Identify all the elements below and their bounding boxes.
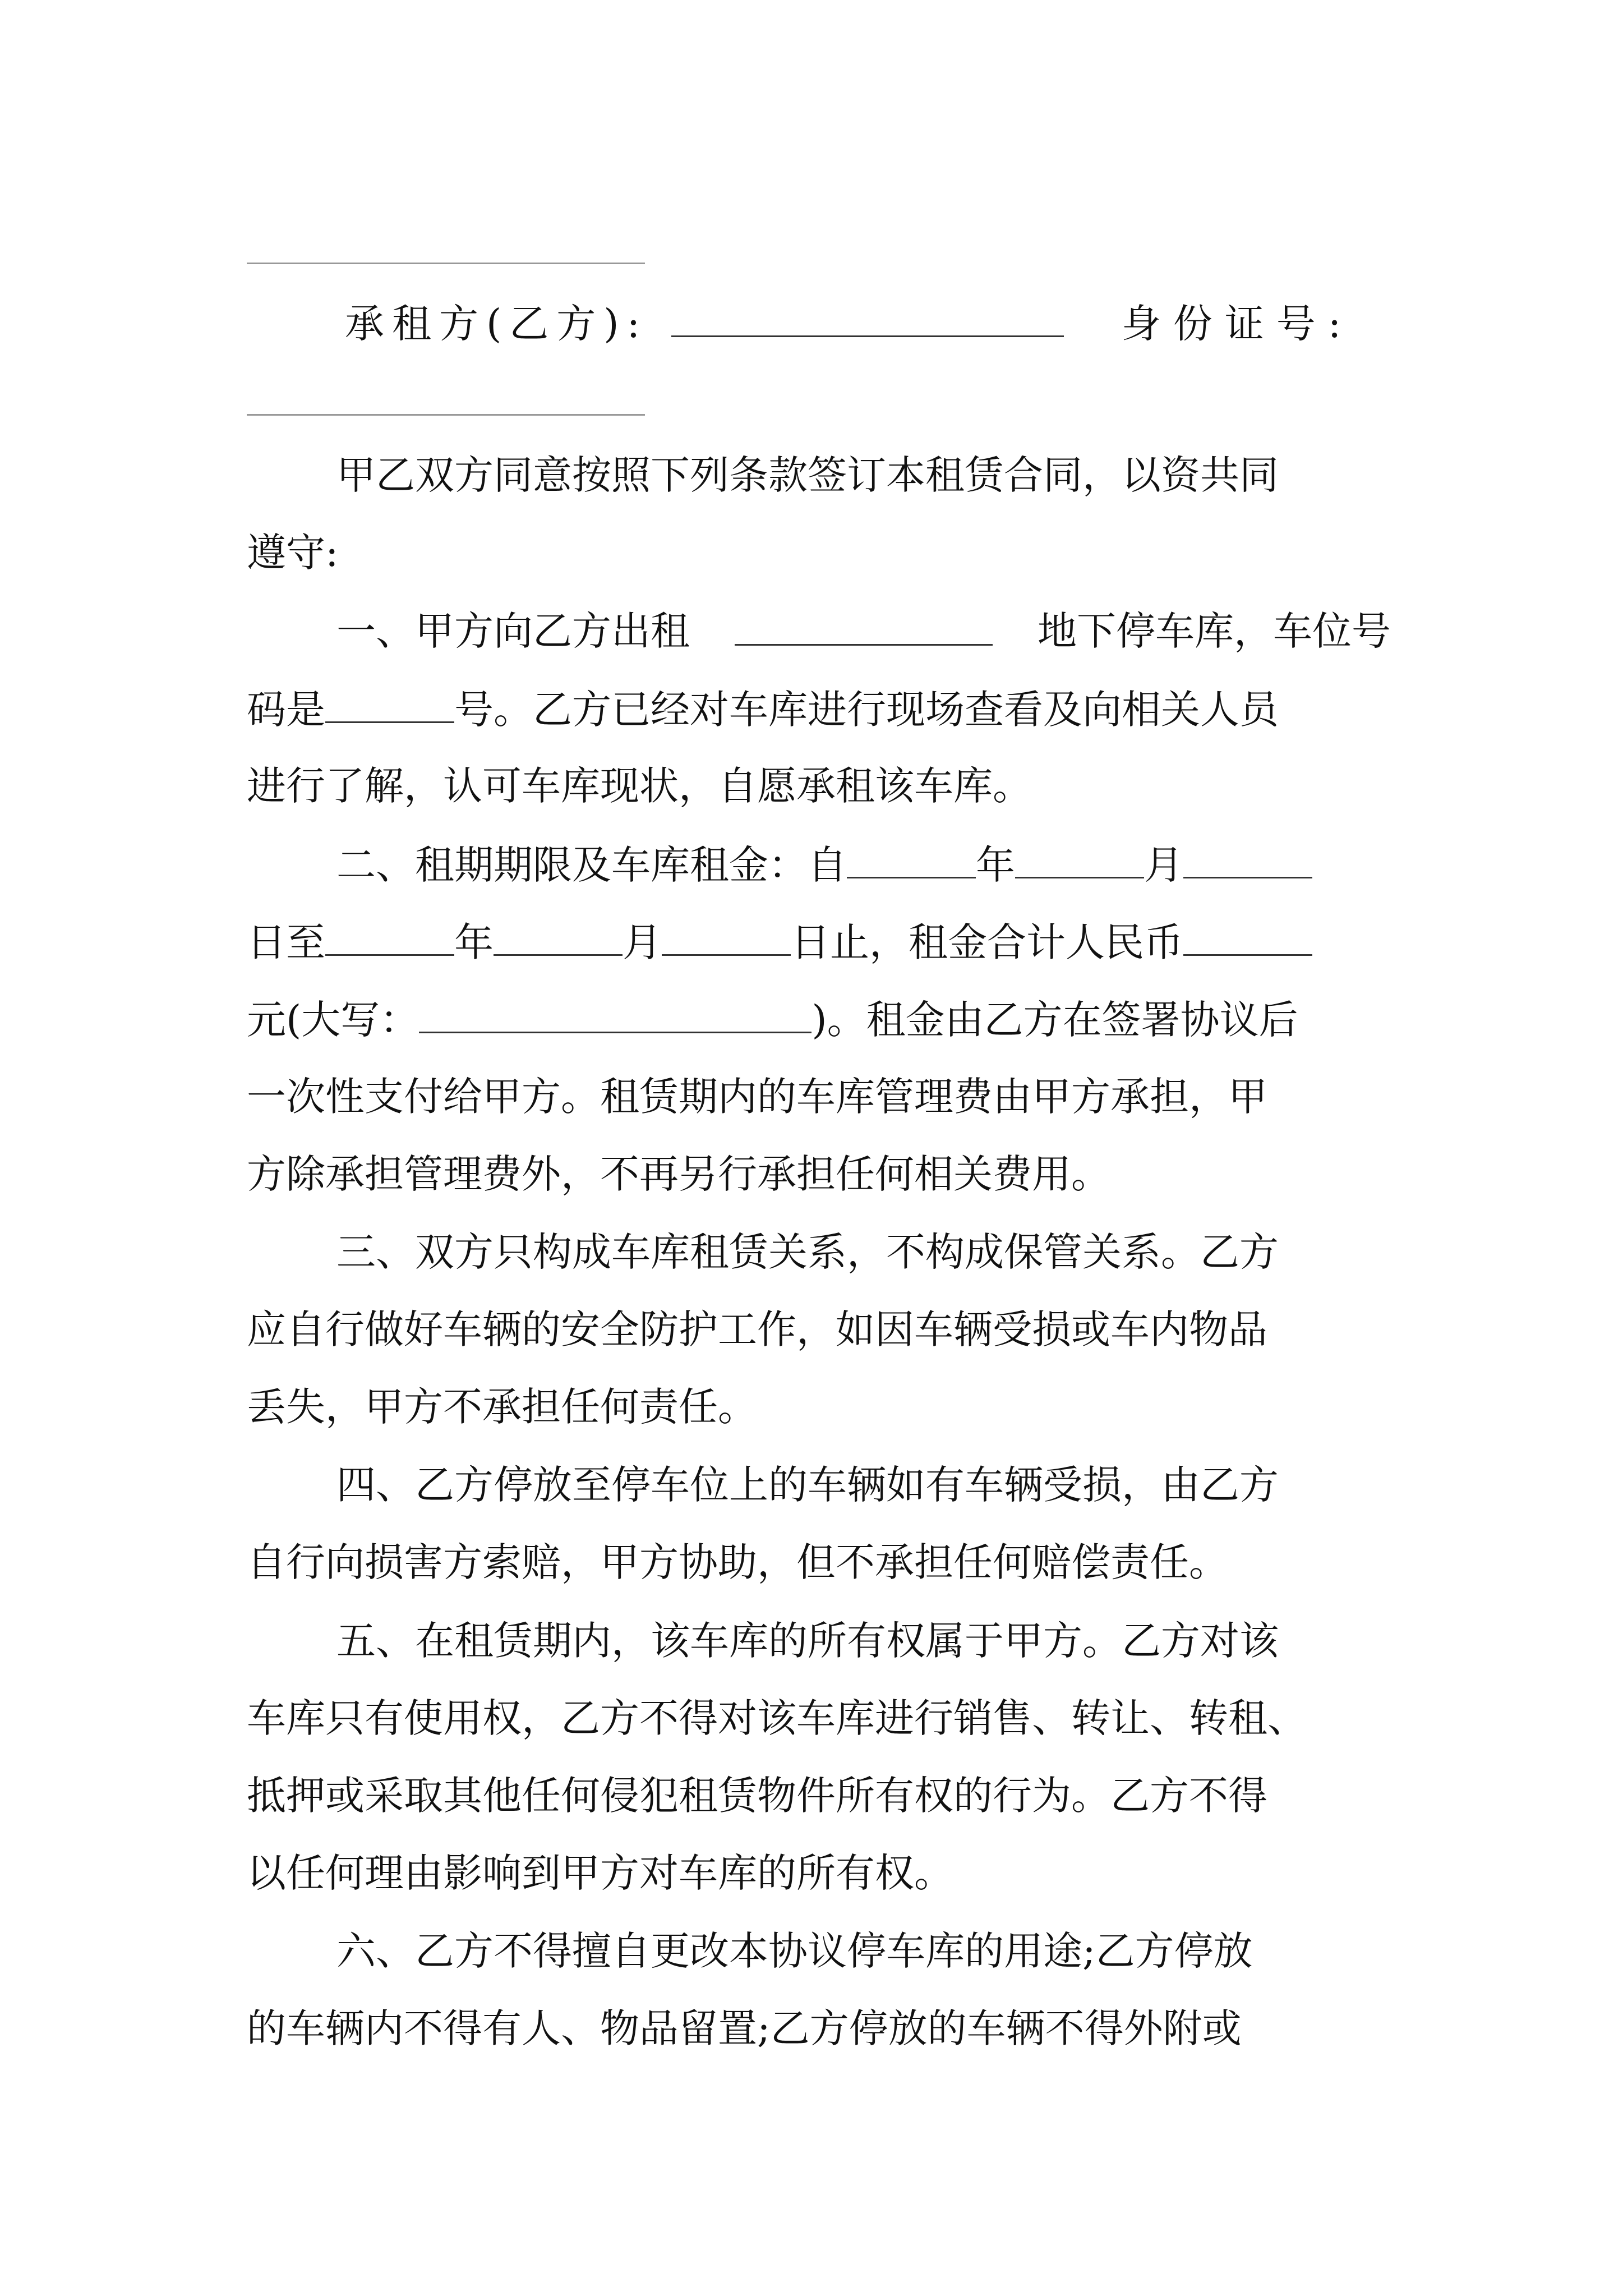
end-month-label: 月 — [623, 919, 662, 965]
clause2-line-1 — [336, 842, 1391, 888]
clause2-line-4: 一次性支付给甲方。租赁期内的车库管理费由甲方承担，甲 — [247, 1074, 1267, 1120]
signature-rule-bottom — [247, 414, 645, 416]
clause5-line-4: 以任何理由影响到甲方对车库的所有权。 — [247, 1850, 953, 1896]
start-year-blank[interactable] — [847, 844, 976, 878]
clause6-line-1: 六、乙方不得擅自更改本协议停车库的用途;乙方停放 — [336, 1928, 1253, 1974]
clause4-line-1: 四、乙方停放至停车位上的车辆如有车辆受损，由乙方 — [336, 1462, 1279, 1508]
end-year-blank[interactable] — [325, 922, 454, 956]
clause1-text-c: 码是 — [247, 687, 325, 733]
clause2-text-b: 日至 — [247, 919, 325, 965]
clause4-line-2: 自行向损害方索赔，甲方协助，但不承担任何赔偿责任。 — [247, 1539, 1228, 1585]
clause1-line-1 — [336, 608, 1391, 654]
clause2-text-a: 二、租期期限及车库租金：自 — [336, 842, 847, 888]
rent-amount-blank[interactable] — [1183, 922, 1312, 956]
end-year-label: 年 — [454, 919, 494, 965]
id-number-label: 身份证号: — [1121, 301, 1354, 347]
rent-amount-words-blank[interactable] — [419, 999, 811, 1033]
clause5-line-2: 车库只有使用权，乙方不得对该车库进行销售、转让、转租、 — [247, 1695, 1307, 1741]
start-year-label: 年 — [976, 842, 1015, 888]
clause2-text-d: 元(大写： — [247, 997, 419, 1043]
signature-rule-top — [247, 263, 645, 264]
garage-location-blank[interactable] — [735, 611, 993, 646]
start-month-blank[interactable] — [1015, 844, 1144, 878]
start-month-label: 月 — [1144, 842, 1183, 888]
clause1-line-3: 进行了解，认可车库现状，自愿承租该车库。 — [247, 763, 1032, 809]
lessee-label: 承租方(乙方): — [345, 301, 648, 347]
clause2-line-5: 方除承担管理费外，不再另行承担任何相关费用。 — [247, 1151, 1110, 1197]
clause3-line-2: 应自行做好车辆的安全防护工作，如因车辆受损或车内物品 — [247, 1306, 1267, 1352]
clause1-text-b: 地下停车库，车位号 — [1038, 608, 1391, 654]
lessee-name-blank[interactable] — [671, 303, 1064, 337]
intro-line-1: 甲乙双方同意按照下列条款签订本租赁合同，以资共同 — [336, 452, 1279, 498]
clause2-text-c: 日止，租金合计人民币 — [791, 919, 1183, 965]
space-number-blank[interactable] — [325, 689, 454, 723]
end-month-blank[interactable] — [494, 922, 623, 956]
clause6-line-2: 的车辆内不得有人、物品留置;乙方停放的车辆不得外附或 — [247, 2005, 1242, 2051]
clause3-line-1: 三、双方只构成车库租赁关系，不构成保管关系。乙方 — [336, 1229, 1279, 1275]
clause1-text-d: 号。乙方已经对车库进行现场查看及向相关人员 — [454, 687, 1279, 733]
intro-line-2: 遵守: — [247, 530, 339, 576]
clause3-line-3: 丢失，甲方不承担任何责任。 — [247, 1384, 757, 1430]
start-day-blank[interactable] — [1183, 844, 1312, 878]
clause1-line-2 — [247, 687, 1391, 733]
end-day-blank[interactable] — [662, 922, 791, 956]
clause5-line-3: 抵押或采取其他任何侵犯租赁物件所有权的行为。乙方不得 — [247, 1773, 1267, 1819]
clause1-text-a: 一、甲方向乙方出租 — [336, 608, 690, 654]
clause2-text-e: )。租金由乙方在签署协议后 — [811, 997, 1298, 1043]
clause2-line-3 — [247, 997, 1391, 1043]
lessee-line — [345, 301, 1391, 347]
clause2-line-2 — [247, 919, 1391, 965]
clause5-line-1: 五、在租赁期内，该车库的所有权属于甲方。乙方对该 — [336, 1618, 1279, 1664]
